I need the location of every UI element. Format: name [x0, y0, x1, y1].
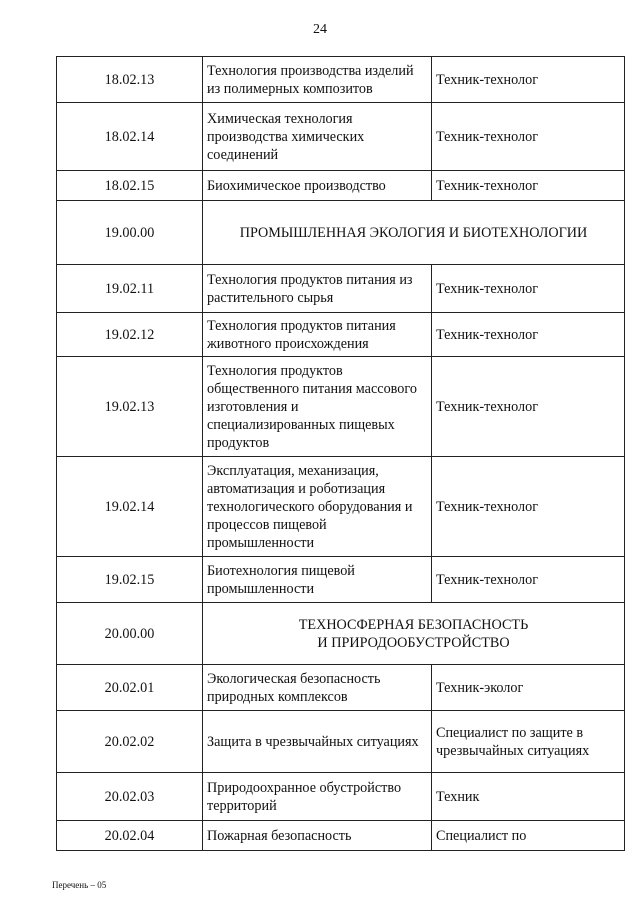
qualification: Специалист по защите в чрезвычайных ситуациях	[432, 711, 625, 773]
table-row	[57, 171, 625, 201]
specialty-code: 19.02.12	[57, 313, 203, 357]
specialty-name: Эксплуатация, механизация, автоматизация и роботизация технологического оборудования и процессов пищевой промышленности	[203, 457, 432, 557]
section-title-line: И ПРИРОДООБУСТРОЙСТВО	[317, 634, 510, 651]
qualification: Техник-технолог	[432, 171, 625, 201]
section-row	[57, 603, 625, 665]
table-row	[57, 103, 625, 171]
specialty-name: Технология продуктов питания из растительного сырья	[203, 265, 432, 313]
specialty-code: 18.02.13	[57, 57, 203, 103]
table-row	[57, 457, 625, 557]
table-row	[57, 57, 625, 103]
specialty-name: Технология производства изделий из полимерных композитов	[203, 57, 432, 103]
specialty-code: 20.02.03	[57, 773, 203, 821]
specialty-code: 20.02.01	[57, 665, 203, 711]
qualification: Техник-эколог	[432, 665, 625, 711]
specialty-name: Экологическая безопасность природных комплексов	[203, 665, 432, 711]
qualification: Специалист по	[432, 821, 625, 851]
section-code: 20.00.00	[57, 603, 203, 665]
section-title-line: ТЕХНОСФЕРНАЯ БЕЗОПАСНОСТЬ	[298, 616, 529, 633]
specialty-code: 19.02.11	[57, 265, 203, 313]
specialty-name: Технология продуктов общественного питания массового изготовления и специализированных пищевых продуктов	[203, 357, 432, 457]
specialty-name: Технология продуктов питания животного происхождения	[203, 313, 432, 357]
specialty-code: 18.02.14	[57, 103, 203, 171]
page-number: 24	[313, 22, 327, 37]
specialty-code: 19.02.14	[57, 457, 203, 557]
qualification: Техник-технолог	[432, 313, 625, 357]
table-row	[57, 821, 625, 851]
specialty-code: 20.02.04	[57, 821, 203, 851]
specialty-name: Биохимическое производство	[203, 171, 432, 201]
table-row	[57, 265, 625, 313]
specialty-name: Химическая технология производства химических соединений	[203, 103, 432, 171]
qualification: Техник-технолог	[432, 357, 625, 457]
table-row	[57, 313, 625, 357]
specialty-code: 18.02.15	[57, 171, 203, 201]
specialty-name: Защита в чрезвычайных ситуациях	[203, 711, 432, 773]
specialty-code: 20.02.02	[57, 711, 203, 773]
section-title	[203, 603, 625, 665]
qualification: Техник-технолог	[432, 265, 625, 313]
table-row	[57, 357, 625, 457]
section-title: ПРОМЫШЛЕННАЯ ЭКОЛОГИЯ И БИОТЕХНОЛОГИИ	[203, 201, 625, 265]
qualification: Техник-технолог	[432, 103, 625, 171]
section-row	[57, 201, 625, 265]
table-row	[57, 773, 625, 821]
specialty-name: Пожарная безопасность	[203, 821, 432, 851]
footer-label: Перечень – 05	[52, 880, 107, 890]
qualification: Техник-технолог	[432, 557, 625, 603]
specialties-table	[56, 56, 625, 851]
qualification: Техник	[432, 773, 625, 821]
qualification: Техник-технолог	[432, 457, 625, 557]
table-row	[57, 557, 625, 603]
table-row	[57, 711, 625, 773]
section-code: 19.00.00	[57, 201, 203, 265]
table-row	[57, 665, 625, 711]
specialty-code: 19.02.13	[57, 357, 203, 457]
qualification: Техник-технолог	[432, 57, 625, 103]
specialty-code: 19.02.15	[57, 557, 203, 603]
specialty-name: Биотехнология пищевой промышленности	[203, 557, 432, 603]
specialty-name: Природоохранное обустройство территорий	[203, 773, 432, 821]
